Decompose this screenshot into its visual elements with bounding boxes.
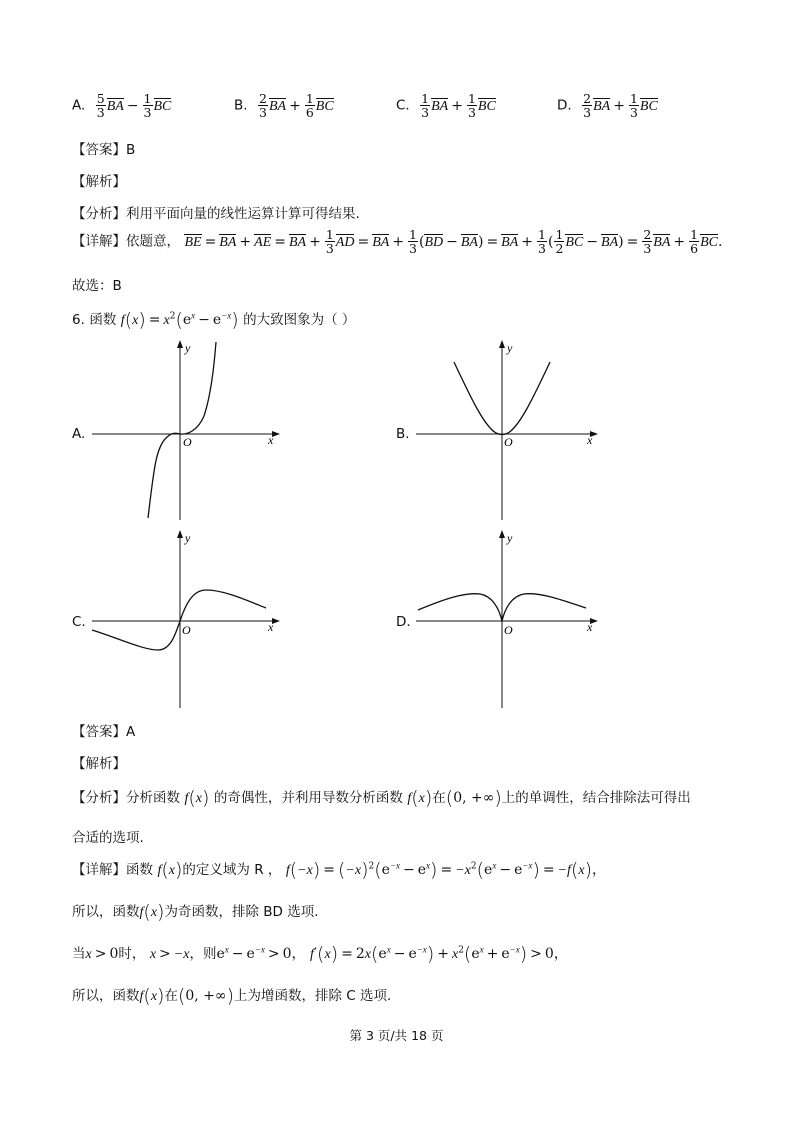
q6-graph-c <box>88 528 288 713</box>
q6-increasing-conclusion: 所以，函数f(x)在(0, +∞)上为增函数，排除 C 选项. <box>72 985 392 1007</box>
y-axis-label: y <box>185 531 191 545</box>
origin-label: O <box>504 623 513 637</box>
coef: $\frac{2}{3}$ <box>259 91 267 120</box>
vector: BC <box>315 98 334 114</box>
origin-label: O <box>182 623 191 637</box>
q5-analysis-tag: 【解析】 <box>72 174 126 190</box>
q5-detail-formula: BE = BA + AE = BA + $\frac{1}{3}$ AD = BA + $\frac{1}{3}$ (BD − BA) = BA + $\frac{1}{3}$ ( $\frac{1}{2}$ BC − BA) = $\frac{2}{3}$ BA + $\frac{1}{6}$ BC. <box>184 227 723 256</box>
x-axis-label: x <box>268 620 274 634</box>
option-letter: A. <box>72 97 86 114</box>
q6-detail-formula: $f(-x) = (-x)^2(e^{-x} - e^x) = -x^2(e^x - e^{-x}) = -f(x)$， <box>285 859 606 881</box>
y-axis-label: y <box>185 341 191 355</box>
origin-label: O <box>504 435 513 449</box>
q6-derivative-line: 当x > 0时， x > −x，则$e^x - e^{-x} > 0$， $f'(x) = 2x(e^x - e^{-x}) + x^2(e^x + e^{-x}) > 0$， <box>72 943 568 965</box>
vector: BA <box>106 98 124 114</box>
q5-fenxi: 【分析】利用平面向量的线性运算计算可得结果. <box>72 206 360 222</box>
q6-option-d-label: D. <box>396 614 411 630</box>
curve-a <box>148 342 216 518</box>
coef: $\frac{1}{3}$ <box>421 91 430 120</box>
q5-choose: 故选：B <box>72 278 122 294</box>
q6-odd-conclusion: 所以，函数f(x)为奇函数，排除 BD 选项. <box>72 901 319 923</box>
q6-option-a-label: A. <box>72 426 86 442</box>
q5-detail: 【详解】依题意， BE = BA + AE = BA + $\frac{1}{3}$ AD = BA + $\frac{1}{3}$ (BD − BA) = BA + $\frac{1}{3}$ ( $\frac{1}{2}$ BC − BA) = $\frac{2}{3}$ BA + $\frac{1}{6}$ BC. <box>72 227 723 256</box>
coef: $\frac{1}{3}$ <box>143 91 152 120</box>
vector: BC <box>477 98 496 114</box>
page-footer: 第 3 页/共 18 页 <box>349 1028 444 1043</box>
operator: + <box>613 97 625 114</box>
y-axis-label: y <box>507 531 513 545</box>
operator: + <box>289 97 301 114</box>
q6-detail: 【详解】函数 f(x)的定义域为 R ， $f(-x) = (-x)^2(e^{-x} - e^x) = -x^2(e^x - e^{-x}) = -f(x)$， <box>72 859 606 881</box>
option-letter: D. <box>557 97 572 114</box>
vector: BC <box>153 98 172 114</box>
option-letter: B. <box>234 97 248 114</box>
coef: $\frac{1}{3}$ <box>629 91 638 120</box>
q6-fenxi: 【分析】分析函数 f(x) 的奇偶性，并利用导数分析函数 f(x)在(0, +∞)上的单调性，结合排除法可得出 <box>72 787 691 809</box>
question-number: 6. <box>72 312 85 328</box>
q5-option-d <box>557 92 658 119</box>
operator: − <box>126 97 139 114</box>
x-axis-label: x <box>268 433 274 447</box>
origin-label: O <box>183 435 192 449</box>
q6-stem: 6. 函数 $f(x) = x^2(e^x - e^{-x})$ 的大致图象为（ ） <box>72 309 356 331</box>
q6-option-b-label: B. <box>396 426 410 442</box>
q6-analysis-tag: 【解析】 <box>72 756 126 772</box>
q5-answer: 【答案】B <box>72 142 136 158</box>
option-letter: C. <box>396 97 410 114</box>
x-axis-label: x <box>587 620 593 634</box>
curve-c <box>92 590 266 650</box>
vector: BA <box>431 98 449 114</box>
q6-option-c-label: C. <box>72 614 86 630</box>
vector: BC <box>639 98 658 114</box>
q5-option-a <box>72 92 171 119</box>
coef: $\frac{2}{3}$ <box>583 91 592 120</box>
vector: BA <box>268 98 287 114</box>
q5-option-c <box>396 92 496 119</box>
coef: $\frac{5}{3}$ <box>96 91 105 120</box>
q6-graph-b <box>412 338 612 523</box>
q5-option-b <box>234 92 334 119</box>
coef: $\frac{1}{3}$ <box>467 91 476 120</box>
x-axis-label: x <box>587 433 593 447</box>
y-axis-label: y <box>507 341 513 355</box>
operator: + <box>451 97 463 114</box>
q6-fenxi-line2: 合适的选项. <box>72 830 144 846</box>
q6-graph-a <box>88 338 288 523</box>
vector: BA <box>593 98 611 114</box>
q6-answer: 【答案】A <box>72 724 136 740</box>
coef: $\frac{1}{6}$ <box>305 91 314 120</box>
q6-graph-d <box>412 528 612 713</box>
